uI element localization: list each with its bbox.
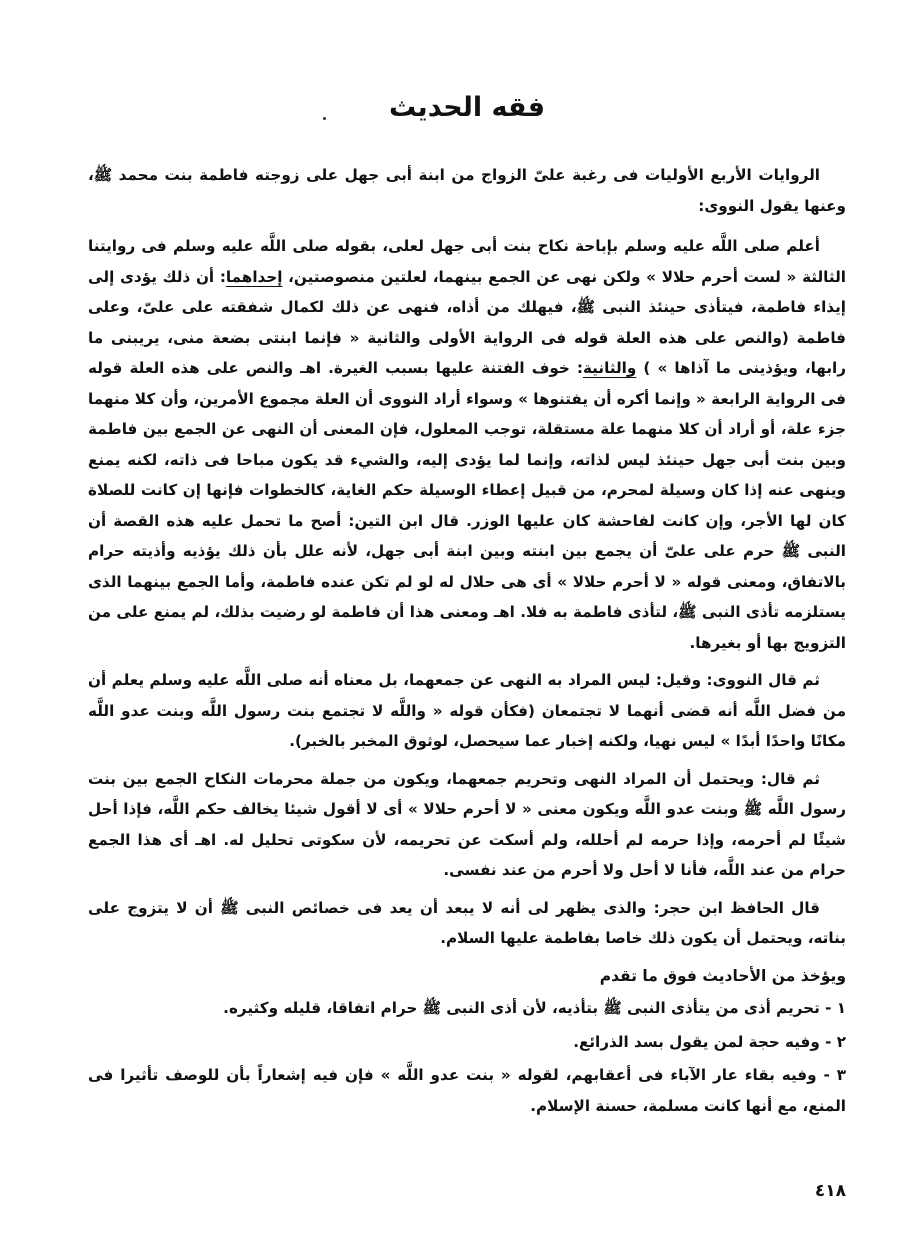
paragraph-ibn-hajar: قال الحافظ ابن حجر: والذى يظهر لى أنه لا يبعد أن يعد فى خصائص النبى ﷺ أن لا يتزوج على بناته، ويحتمل أن يكون ذلك خاصا بفاطمة عليها السلام. bbox=[88, 898, 846, 947]
scan-speck bbox=[323, 117, 326, 120]
list-item: ٣ - وفيه بقاء عار الآباء فى أعقابهم، لقوله « بنت عدو اللَّه » فإن فيه إشعاراً بأن للوصف تأثيرا فى المنع، مع أنها كانت مسلمة، حسنة الإسلام. bbox=[88, 1066, 846, 1115]
list-text: تحريم أذى من يتأذى النبى ﷺ بتأذيه، لأن أذى النبى ﷺ حرام اتفاقا، قليله وكثيره. bbox=[223, 999, 820, 1017]
list-number: ٢ bbox=[836, 1032, 846, 1051]
paragraph-nawawi-alternative: ثم قال النووى: وقيل: ليس المراد به النهى عن جمعهما، بل معناه أنه صلى اللَّه عليه وسلم يعلم أن من فضل اللَّه أنه قضى أنهما لا تجتمعان (فكأن قوله « واللَّه لا تجتمع بنت رسول اللَّه وبنت عدو اللَّه مكانًا واحدًا أبدًا » ليس نهيا، ولكنه إخبار عما سيحصل، لوثوق المخبر بالخبر). bbox=[88, 671, 846, 750]
page-number: ٤١٨ bbox=[814, 1181, 846, 1201]
paragraph-nawawi-commentary bbox=[88, 231, 846, 658]
list-text: وفيه حجة لمن يقول بسد الذرائع. bbox=[573, 1032, 820, 1051]
list-item: ٢ - وفيه حجة لمن يقول بسد الذرائع. bbox=[573, 1032, 846, 1051]
list-number: ١ bbox=[836, 999, 846, 1017]
list-number: ٣ bbox=[836, 1066, 846, 1084]
paragraph-text: : أن ذلك يؤدى إلى إيذاء فاطمة، فيتأذى حينئذ النبى ﷺ، فيهلك من أذاه، فنهى عن ذلك لكمال شفقته على علىّ، وعلى فاطمة (والنص على هذه العلة قوله فى الرواية الأولى والثانية « فإنما ابنتى بضعة منى، يريبنى ما رابها، ويؤذينى ما آذاها » ) bbox=[88, 267, 846, 377]
paragraph-prohibition: ثم قال: ويحتمل أن المراد النهى وتحريم جمعهما، ويكون من جملة محرمات النكاح الجمع بين بنت رسول اللَّه ﷺ وبنت عدو اللَّه ويكون معنى « لا أحرم حلالا » أى لا أقول شيئا يخالف حكم اللَّه، فإذا أحل شيئًا لم أحرمه، وإذا حرمه لم أحلله، ولم أسكت عن تحريمه، لأن سكوتى تحليل له. اهـ أى هذا الجمع حرام من عند اللَّه، فأنا لا أحل ولا أحرم من عند نفسى. bbox=[88, 769, 846, 879]
paragraph-intro: الروايات الأربع الأوليات فى رغبة علىّ الزواج من ابنة أبى جهل على زوجته فاطمة بنت محمد ﷺ، وعنها يقول النووى: bbox=[88, 166, 846, 215]
underlined-term-first: إحداهما bbox=[225, 267, 283, 286]
paragraph-text: أعلم صلى اللَّه عليه وسلم بإباحة نكاح بنت أبى جهل لعلى، بقوله صلى اللَّه عليه وسلم فى روايتنا الثالثة « لست أحرم حلالا » ولكن نهى عن الجمع بينهما، لعلتين منصوصتين، bbox=[88, 237, 846, 286]
page-body bbox=[88, 160, 846, 1124]
paragraph-text: : خوف الفتنة عليها بسبب الغيرة. اهـ والنص على هذه العلة قوله فى الرواية الرابعة « وإنما أكره أن يفتنوها » وسواء أراد النووى أن العلة مجموع الأمرين، وأن كلا منهما جزء علة، أو أراد أن كلا منهما علة مستقلة، توجب المعلول، فإن المعنى أن النهى عن الجمع بين فاطمة وبين بنت أبى جهل حينئذ ليس لذاته، وإنما لما يؤدى إليه، والشيء قد يكون مباحا فى ذاته، لكنه يمنع وينهى عنه إذا كان وسيلة لمحرم، من قبيل إعطاء الوسيلة حكم الغاية، كالخطوات فإنها إن كانت للصلاة كان لها الأجر، وإن كانت لفاحشة كان عليها الوزر. قال ابن التين: أصح ما تحمل عليه هذه القصة أن النبى ﷺ حرم على علىّ أن يجمع بين ابنته وبين ابنة أبى جهل، لأنه علل بأن ذلك يؤذيه وأذيته حرام بالاتفاق، ومعنى قوله « لا أحرم حلالا » أى هى حلال له لو لم تكن عنده فاطمة، وأما الجمع بينهما الذى يستلزمه تأذى النبى ﷺ، لتأذى فاطمة به فلا. اهـ ومعنى هذا أن فاطمة لو رضيت بذلك، لم يمنع على من التزويج بها أو بغيرها. bbox=[88, 359, 846, 652]
page-title: فقه الحديث bbox=[388, 92, 546, 123]
underlined-term-second: والثانية bbox=[582, 359, 637, 377]
section-heading: ويؤخذ من الأحاديث فوق ما تقدم bbox=[599, 966, 846, 985]
list-text: وفيه بقاء عار الآباء فى أعقابهم، لقوله « بنت عدو اللَّه » فإن فيه إشعاراً بأن للوصف تأثيرا فى المنع، مع أنها كانت مسلمة، حسنة الإسلام. bbox=[88, 1066, 846, 1115]
list-item: ١ - تحريم أذى من يتأذى النبى ﷺ بتأذيه، لأن أذى النبى ﷺ حرام اتفاقا، قليله وكثيره. bbox=[223, 999, 846, 1017]
